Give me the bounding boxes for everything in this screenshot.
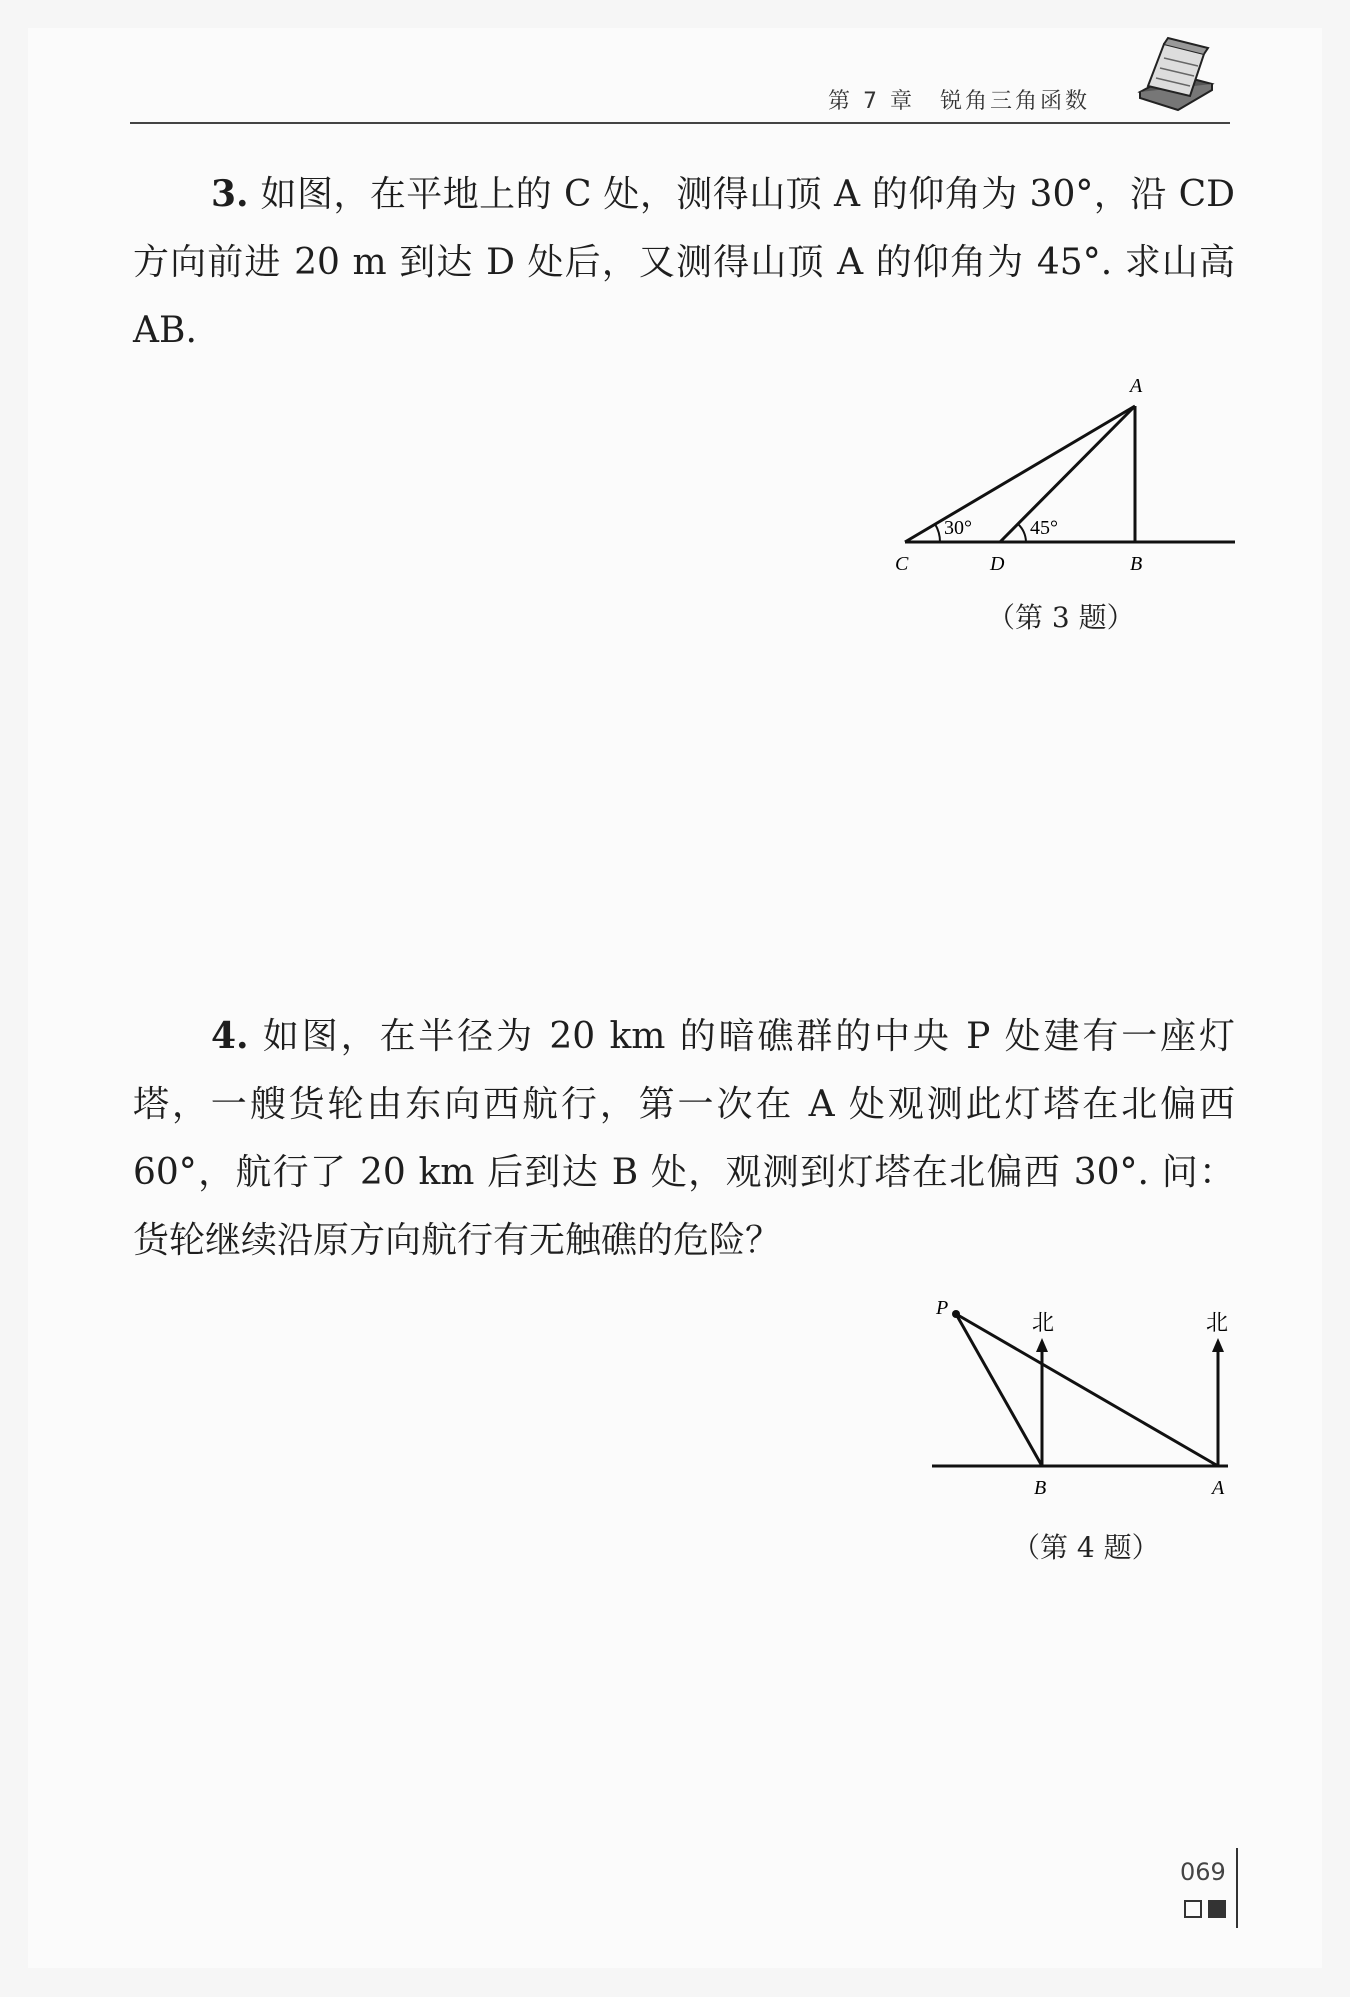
label-d: D <box>990 553 1005 575</box>
point-p <box>952 1310 960 1318</box>
figure-3-caption: （第 3 题） <box>987 601 1135 634</box>
footer-divider <box>1236 1848 1238 1928</box>
figure-4 <box>920 1290 1240 1520</box>
line-pa <box>956 1314 1218 1466</box>
label-a4: A <box>1212 1477 1225 1499</box>
footer-square-filled-icon <box>1208 1900 1226 1918</box>
north-label-a: 北 <box>1206 1311 1229 1336</box>
problem-4 <box>133 1002 1235 1275</box>
angle-d-label: 45° <box>1030 517 1058 539</box>
figure-4-caption: （第 4 题） <box>1012 1531 1160 1564</box>
figure-3 <box>880 370 1240 580</box>
problem-3-text: 如图，在平地上的 C 处，测得山顶 A 的仰角为 30°，沿 CD 方向前进 20 m 到达 D 处后，又测得山顶 A 的仰角为 45°. 求山高 AB. <box>133 174 1236 351</box>
north-arrow-b-icon <box>1036 1338 1048 1352</box>
label-c: C <box>895 553 909 575</box>
north-label-b: 北 <box>1032 1311 1055 1336</box>
page-number: 069 <box>1180 1858 1226 1886</box>
label-b: B <box>1130 553 1143 575</box>
angle-c-arc <box>935 524 940 542</box>
label-b4: B <box>1034 1477 1047 1499</box>
north-arrow-a-icon <box>1212 1338 1224 1352</box>
chapter-title: 第 7 章 锐角三角函数 <box>828 89 1090 114</box>
problem-3 <box>133 160 1235 365</box>
angle-d-arc <box>1018 524 1026 542</box>
problem-4-number: 4. <box>211 1015 249 1057</box>
book-icon <box>1134 34 1216 114</box>
angle-c-label: 30° <box>944 517 972 539</box>
label-p: P <box>936 1297 949 1319</box>
problem-4-text: 如图，在半径为 20 km 的暗礁群的中央 P 处建有一座灯塔，一艘货轮由东向西航行，第一次在 A 处观测此灯塔在北偏西 60°，航行了 20 km 后到达 B 处，观测到灯塔在北偏西 30°. 问：货轮继续沿原方向航行有无触礁的危险？ <box>133 1016 1236 1261</box>
label-a: A <box>1130 375 1143 397</box>
running-header <box>130 76 1230 124</box>
line-pb <box>956 1314 1042 1466</box>
problem-3-number: 3. <box>211 173 249 215</box>
footer-square-outline-icon <box>1184 1900 1202 1918</box>
